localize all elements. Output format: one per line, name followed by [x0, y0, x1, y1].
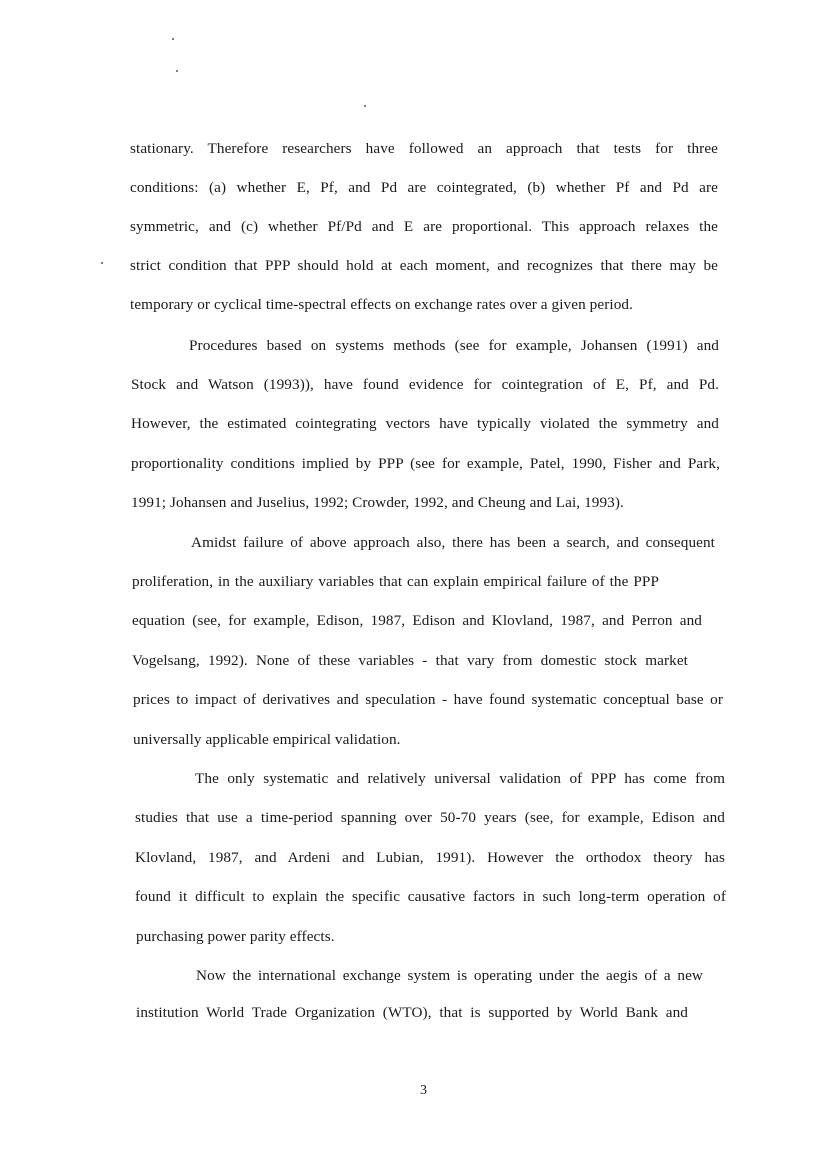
text-line: strict condition that PPP should hold at each moment, and recognizes that there may be	[130, 257, 718, 274]
text-line: conditions: (a) whether E, Pf, and Pd are cointegrated, (b) whether Pf and Pd are	[130, 179, 718, 196]
text-line: Klovland, 1987, and Ardeni and Lubian, 1991). However the orthodox theory has	[135, 849, 725, 866]
text-line: Amidst failure of above approach also, there has been a search, and consequent	[191, 534, 715, 551]
text-line: prices to impact of derivatives and speculation - have found systematic conceptual base or	[133, 691, 723, 708]
text-line: Stock and Watson (1993)), have found evidence for cointegration of E, Pf, and Pd.	[131, 376, 719, 393]
text-line: symmetric, and (c) whether Pf/Pd and E are proportional. This approach relaxes the	[130, 218, 718, 235]
text-line: purchasing power parity effects.	[136, 928, 335, 945]
text-line: However, the estimated cointegrating vectors have typically violated the symmetry and	[131, 415, 719, 432]
scan-speck	[176, 70, 178, 72]
text-line: The only systematic and relatively universal validation of PPP has come from	[195, 770, 725, 787]
text-line: proportionality conditions implied by PPP (see for example, Patel, 1990, Fisher and Park,	[131, 455, 720, 472]
text-line: stationary. Therefore researchers have followed an approach that tests for three	[130, 140, 718, 157]
text-line: 1991; Johansen and Juselius, 1992; Crowder, 1992, and Cheung and Lai, 1993).	[131, 494, 624, 511]
page-number: 3	[420, 1083, 427, 1098]
text-line: Now the international exchange system is operating under the aegis of a new	[196, 967, 703, 984]
scan-speck	[101, 262, 103, 264]
text-line: equation (see, for example, Edison, 1987, Edison and Klovland, 1987, and Perron and	[132, 612, 702, 629]
text-line: institution World Trade Organization (WTO), that is supported by World Bank and	[136, 1004, 688, 1021]
text-line: Procedures based on systems methods (see for example, Johansen (1991) and	[189, 337, 719, 354]
text-line: proliferation, in the auxiliary variables that can explain empirical failure of the PPP	[132, 573, 659, 590]
text-line: Vogelsang, 1992). None of these variables - that vary from domestic stock market	[132, 652, 688, 669]
text-line: found it difficult to explain the specific causative factors in such long-term operation of	[135, 888, 726, 905]
text-line: temporary or cyclical time-spectral effects on exchange rates over a given period.	[130, 296, 633, 313]
text-line: studies that use a time-period spanning over 50-70 years (see, for example, Edison and	[135, 809, 725, 826]
text-line: universally applicable empirical validation.	[133, 731, 401, 748]
scan-speck	[364, 105, 366, 107]
scan-speck	[172, 38, 174, 40]
